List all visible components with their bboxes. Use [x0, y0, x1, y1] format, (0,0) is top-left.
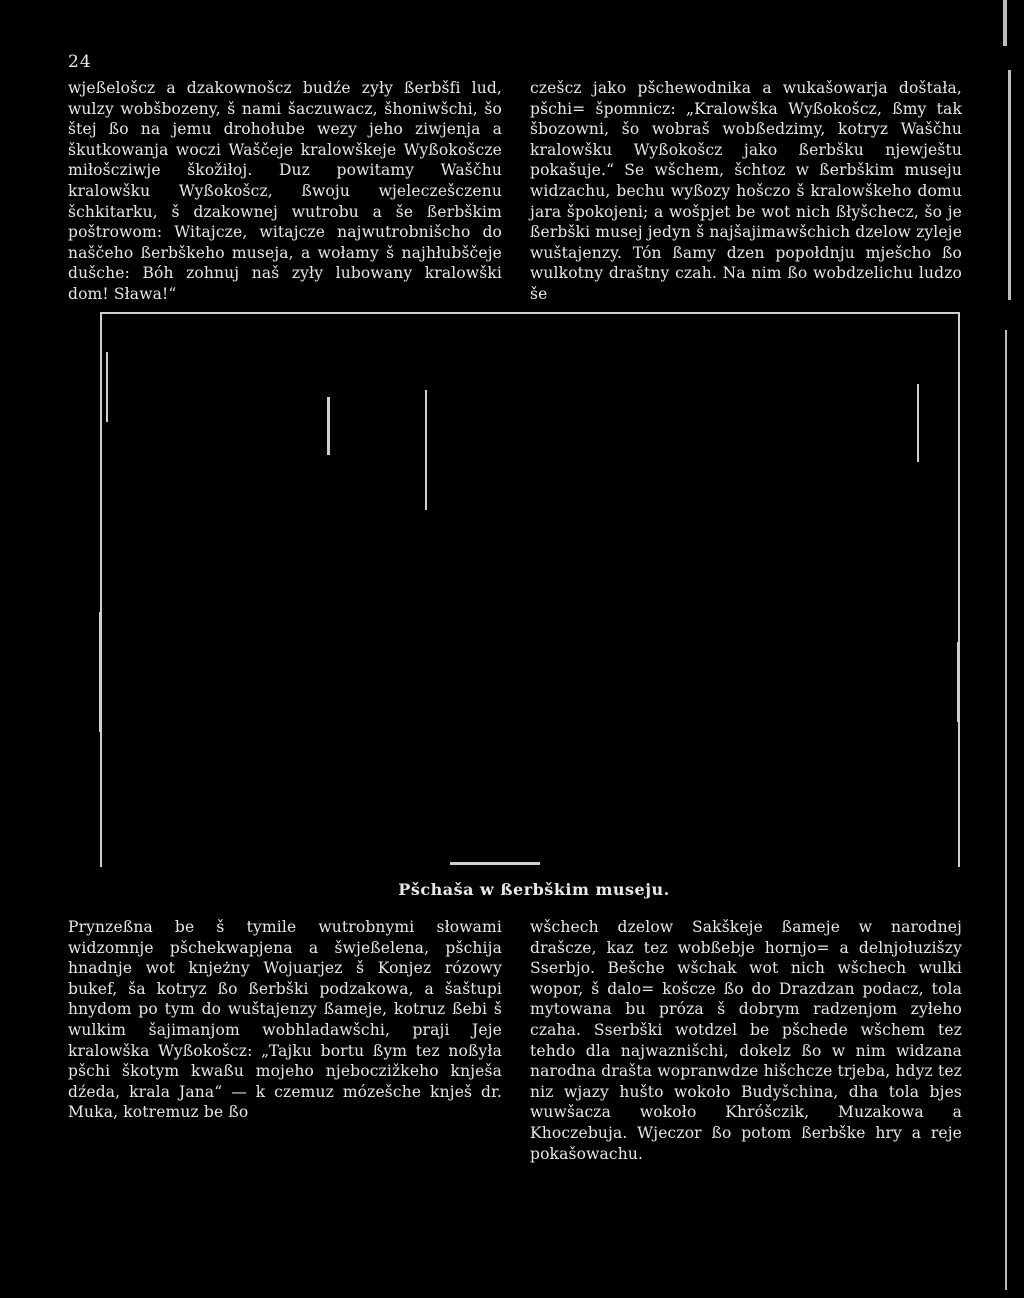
right-edge-mark-c [1005, 330, 1007, 1290]
top-left-column [68, 78, 502, 305]
bottom-left-paragraph: Prynzeßna be š tymile wutrobnymi słowami widzomnje pšchekwapjena a šwjeßelena, pšchija hnadnje wot knjeżny Wojuarjez š Konjez rózowy bukef, ša kotryz ßo ßerbški podzakowa, a šaštupi hnydom po tym do wuštajenzy ßameje, kotruz ßebi š wulkim šajimanjom wobhladawšchi, praji Jeje kralowška Wyßokošcz: „Tajku bortu ßym tez noßyła pšchi škotym kwaßu mojeho njeboczižkeho knješa dźeda, krala Jana“ — k czemuz mózešche knješ dr. Muka, kotremuz be ßo [68, 918, 502, 1122]
top-right-paragraph: czešcz jako pšchewodnika a wukašowarja doštała, pšchi= špomnicz: „Kralowška Wyßokošcz, ßmy tak šbozowni, šo wobraš wobßedzimy, kotryz Waščhu kralowšku Wyßokošcz jako ßerbšku njewještu pokašuje.“ Se wšchem, šchtoz w ßerbškim museju widzachu, bechu wyßozy hošczo š kralowškeho domu jara špokojeni; a wošpjet be wot nich ßłyšchecz, šo je ßerbški musej jedyn š najšajimawšchich dzelow zyleje wuštajenzy. Tón ßamy dzen popołdnju mješcho ßo wulkotny draštny czah. Na nim ßo wobdzelichu ludzo še [530, 79, 963, 303]
photo-frame-top [100, 312, 960, 314]
photo-line-f [957, 642, 960, 722]
bottom-right-column [530, 917, 962, 1164]
photo-line-c [425, 390, 427, 510]
bottom-right-paragraph: wšchech dzelow Sakškeje ßameje w narodnej drašcze, kaz tez wobßebje hornjo= a delnjołuzišzy Sserbjo. Bešche wšchak wot nich wšchech wulki wopor, š dalo= košcze ßo do Drazdzan podacz, tola mytowana bu próza š dobrym radzenjom zyłeho czaha. Sserbški wotdzel be pšchede wšchem tez tehdo dla najwaznišchi, dokelz ßo w nim widzana narodna drašta wopranwdze hišchcze trjeba, hdyz tez niz wjazy hušto wokoło Budyšchina, dha tola bjes wuwšacza wokoło Khróšczik, Muzakowa a Khoczebuja. Wjeczor ßo potom ßerbške hry a reje pokašowachu. [530, 918, 962, 1163]
right-edge-mark-b [1008, 70, 1011, 300]
top-right-column [530, 78, 962, 305]
top-left-paragraph: wjeßelošcz a dzakownošcz budźe zyły ßerbšfi lud, wulzy wobšbozeny, š nami šaczuwacz, šhoniwšchi, šo štej ßo na jemu drohołube wezy jeho ziwjenja a škutkowanja woczi Waščeje kralowškeje Wyßokošcze miłošcziwje škožiłoj. Duz powitamy Waščhu kralowšku Wyßokošcz, ßwoju wjeleczešczenu šchkitarku, š dzakownej wutrobu a še ßerbškim poštrowom: Witajcze, witajcze najwutrobnišcho do naščeho ßerbškeho museja, a wołamy š najhłubščeje dušche: Bóh zohnuj naš zyły lubowany kralowški dom! Sława!“ [68, 79, 502, 303]
photo-frame-right [958, 312, 960, 867]
page-number: 24 [68, 52, 92, 72]
photo-line-a [106, 352, 108, 422]
museum-photo [95, 312, 970, 874]
photo-line-d [917, 384, 919, 462]
right-edge-mark-a [1003, 0, 1007, 46]
photo-caption: Pšchaša w ßerbškim museju. [398, 880, 670, 899]
photo-line-e [99, 612, 102, 732]
photo-frame-left [100, 312, 102, 867]
bottom-left-column [68, 917, 502, 1123]
photo-line-g [450, 862, 540, 865]
photo-line-b [327, 397, 330, 455]
